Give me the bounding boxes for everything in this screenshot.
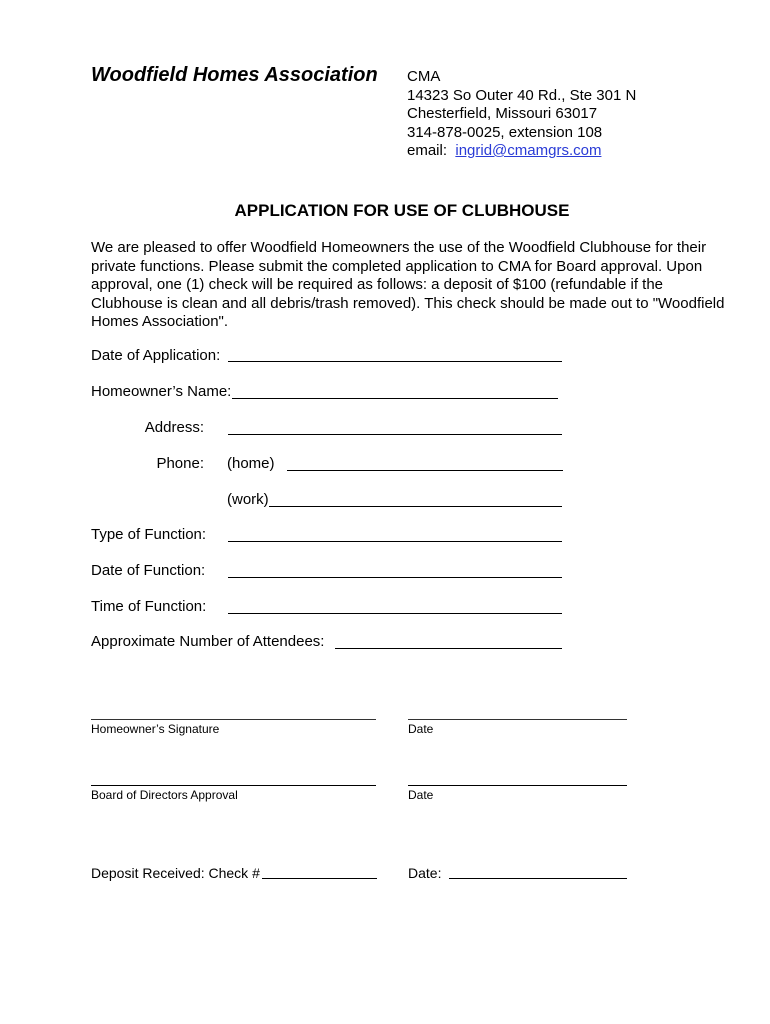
board-approval-line[interactable] [91,785,376,786]
cma-phone: 314-878-0025, extension 108 [407,123,603,141]
approval-date-label: Date [408,788,434,802]
work-phone-label: (work) [227,491,269,508]
address-line[interactable] [228,434,562,435]
phone-label: Phone: [156,455,204,472]
homeowner-signature-label: Homeowner’s Signature [91,722,220,736]
check-number-line[interactable] [262,878,377,879]
address-label: Address: [144,419,204,436]
cma-email-row [407,142,636,161]
cma-address-block [407,68,636,161]
board-approval-label: Board of Directors Approval [91,788,238,802]
date-of-application-label: Date of Application: [91,347,221,364]
organization-name: Woodfield Homes Association [91,64,378,86]
time-of-function-line[interactable] [228,613,562,614]
intro-paragraph: We are pleased to offer Woodfield Homeowners the use of the Woodfield Clubhouse for their private functions. Please submit the completed application to CMA for Board approval. Upon approval, one (1) check will be required as follows: a deposit of $100 (refundable if the Clubhouse is clean and all debris/trash removed). This check should be made out to "Woodfield Homes Association". [91,239,725,331]
form-title: APPLICATION FOR USE OF CLUBHOUSE [234,201,570,220]
type-of-function-label: Type of Function: [91,526,207,543]
date-of-function-line[interactable] [228,577,562,578]
cma-city: Chesterfield, Missouri 63017 [407,105,598,122]
deposit-date-label: Date: [408,865,442,881]
signature-date-label: Date [408,722,434,736]
cma-street: 14323 So Outer 40 Rd., Ste 301 N [407,86,637,104]
approval-date-line[interactable] [408,785,627,786]
attendees-line[interactable] [335,648,562,649]
email-label: email: [407,142,448,159]
email-link[interactable]: ingrid@cmamgrs.com [455,142,602,159]
signature-date-line[interactable] [408,719,627,720]
deposit-date-line[interactable] [449,878,627,879]
work-phone-line[interactable] [269,506,562,507]
type-of-function-line[interactable] [228,541,562,542]
attendees-label: Approximate Number of Attendees: [91,633,325,650]
date-of-function-label: Date of Function: [91,562,206,579]
homeowner-name-line[interactable] [232,398,558,399]
cma-name: CMA [407,68,441,85]
time-of-function-label: Time of Function: [91,598,207,615]
home-phone-line[interactable] [287,470,563,471]
homeowner-signature-line[interactable] [91,719,376,720]
deposit-check-label: Deposit Received: Check # [91,865,260,881]
homeowner-name-label: Homeowner’s Name: [91,383,232,400]
date-of-application-line[interactable] [228,361,562,362]
home-phone-label: (home) [227,455,275,472]
